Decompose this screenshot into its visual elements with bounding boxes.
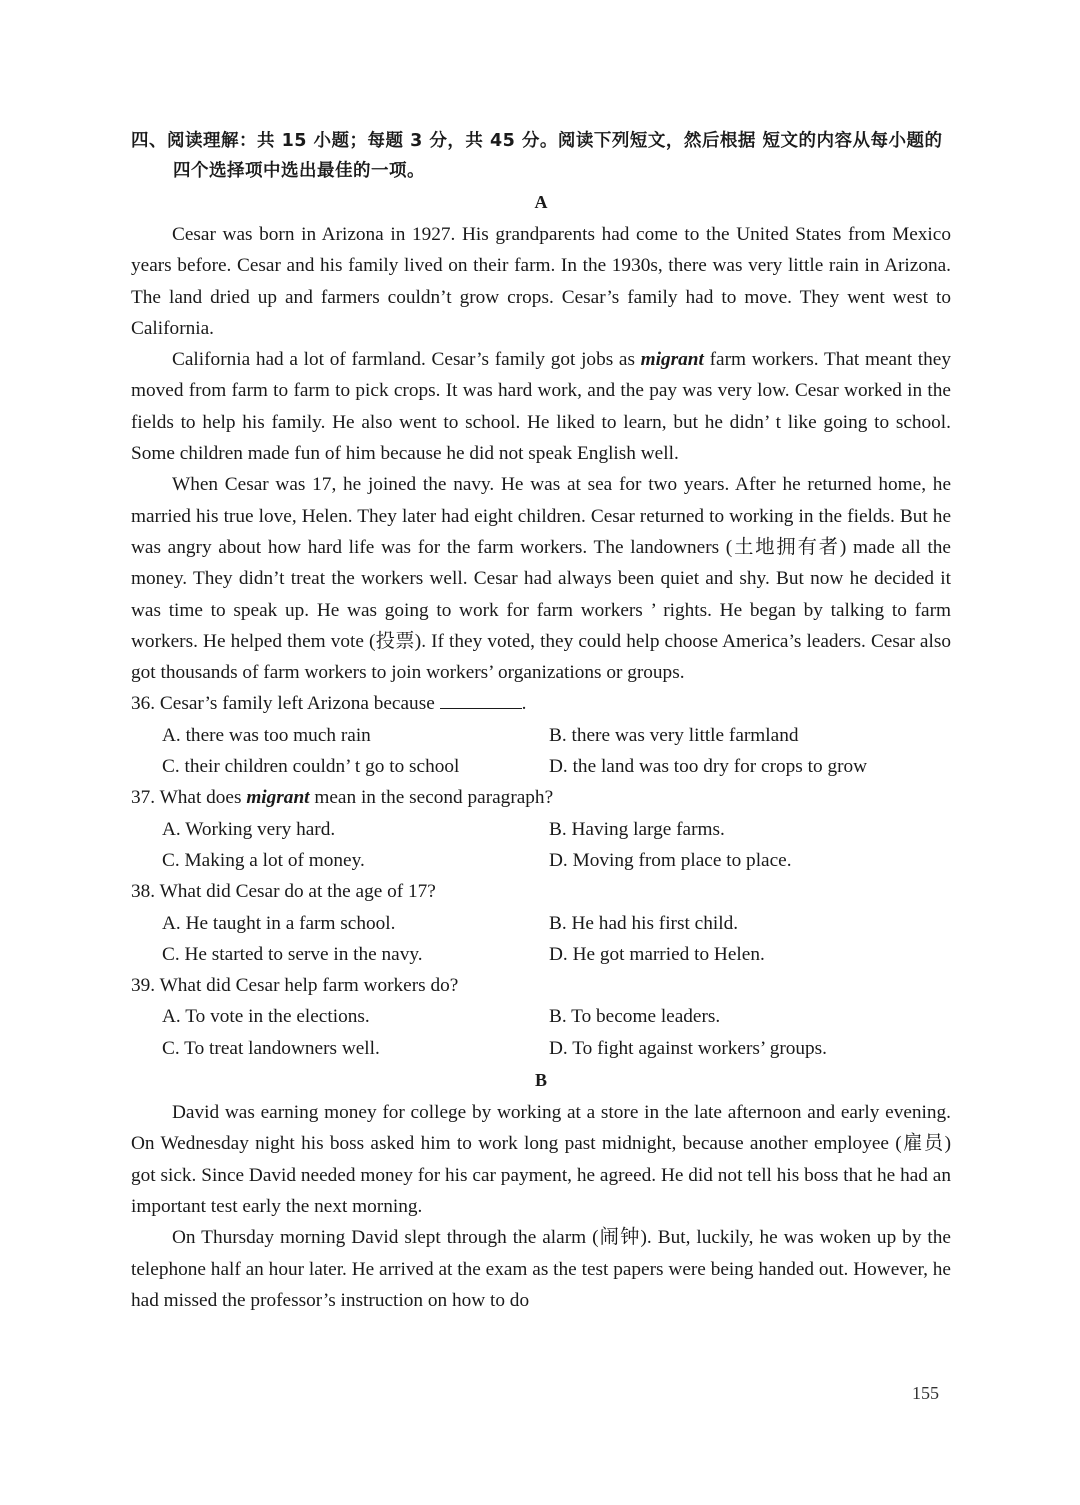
stem-text: mean in the second paragraph?	[309, 787, 554, 809]
question-stem: 38. What did Cesar do at the age of 17?	[131, 881, 436, 903]
reading-section	[131, 126, 951, 1316]
question-stem	[131, 688, 951, 719]
question-39	[131, 970, 951, 1064]
answer-blank	[440, 692, 522, 709]
option-b[interactable]: B. To become leaders.	[549, 1006, 721, 1028]
page-number: 155	[912, 1383, 939, 1403]
passage-b-paragraph-1: David was earning money for college by working at a store in the late afternoon and early evening. On Wednesday night his boss asked him to work long past midnight, because another employee (雇员) got sick. Since David needed money for his car payment, he agreed. He did not tell his boss that he had an important test early the next morning.	[131, 1102, 951, 1217]
option-b[interactable]: B. Having large farms.	[549, 818, 725, 840]
stem-text: 36. Cesar’s family left Arizona because	[131, 693, 435, 715]
part-b-heading: B	[534, 1070, 547, 1091]
option-a[interactable]: A. Working very hard.	[162, 818, 336, 840]
options	[131, 814, 951, 877]
option-d[interactable]: D. Moving from place to place.	[549, 849, 792, 871]
option-d[interactable]: D. He got married to Helen.	[549, 943, 765, 965]
part-a-heading: A	[534, 192, 548, 212]
passage-b-paragraph-2: On Thursday morning David slept through the alarm (闹钟). But, luckily, he was woken up by the telephone half an hour later. He arrived at the exam as the test papers were being handed out. However, he had missed the professor’s instruction on how to do	[131, 1227, 951, 1311]
question-36	[131, 688, 951, 782]
option-d[interactable]: D. the land was too dry for crops to grow	[549, 756, 868, 778]
section-header: 四、阅读理解：共 15 小题；每题 3 分，共 45 分。阅读下列短文，然后根据 短文的内容从每小题的四个选择项中选出最佳的一项。	[131, 131, 943, 181]
option-c[interactable]: C. Making a lot of money.	[162, 849, 365, 871]
passage-a-paragraph-1: Cesar was born in Arizona in 1927. His grandparents had come to the United States from Mexico years before. Cesar and his family lived on their farm. In the 1930s, there was very little rain in Arizona. The land dried up and farmers couldn’t grow crops. Cesar’s family had to move. They went west to California.	[131, 224, 951, 339]
option-d[interactable]: D. To fight against workers’ groups.	[549, 1037, 828, 1059]
question-stem: 39. What did Cesar help farm workers do?	[131, 975, 459, 997]
question-38	[131, 876, 951, 970]
passage-a-paragraph-3: When Cesar was 17, he joined the navy. He was at sea for two years. After he returned home, he married his true love, Helen. They later had eight children. Cesar returned to working in the fields. But he was angry about how hard life was for the farm workers. The landowners (土地拥有者) made all the money. They didn’t treat the workers well. Cesar had always been quiet and shy. But now he decided it was time to speak up. He was going to work for farm workers ’ rights. He began by talking to farm workers. He helped them vote (投票). If they voted, they could help choose America’s leaders. Cesar also got thousands of farm workers to join workers’ organizations or groups.	[131, 474, 951, 684]
option-a[interactable]: A. there was too much rain	[162, 724, 371, 746]
keyword-migrant: migrant	[246, 787, 310, 809]
option-c[interactable]: C. He started to serve in the navy.	[162, 943, 423, 965]
option-b[interactable]: B. there was very little farmland	[549, 724, 799, 746]
option-c[interactable]: C. To treat landowners well.	[162, 1037, 380, 1059]
options	[131, 1001, 951, 1064]
option-a[interactable]: A. To vote in the elections.	[162, 1006, 370, 1028]
keyword-migrant: migrant	[640, 349, 704, 371]
paragraph-text: California had a lot of farmland. Cesar’s family got jobs as	[172, 349, 641, 371]
paragraph-text: farm workers. That meant they moved from farm to farm to pick crops. It was hard work, and the pay was very low. Cesar worked in the fields to help his family. He also went to school. He liked to learn, but he didn’ t like going to school. Some children made fun of him because he did not speak English well.	[131, 349, 951, 465]
option-a[interactable]: A. He taught in a farm school.	[162, 912, 396, 934]
options	[131, 908, 951, 971]
option-b[interactable]: B. He had his first child.	[549, 912, 739, 934]
options	[131, 720, 951, 783]
stem-end: .	[521, 693, 527, 715]
stem-text: 37. What does	[131, 787, 247, 809]
option-c[interactable]: C. their children couldn’ t go to school	[162, 756, 460, 778]
question-37	[131, 782, 951, 876]
passage-a-paragraph-2	[131, 344, 951, 469]
question-stem	[131, 782, 951, 813]
